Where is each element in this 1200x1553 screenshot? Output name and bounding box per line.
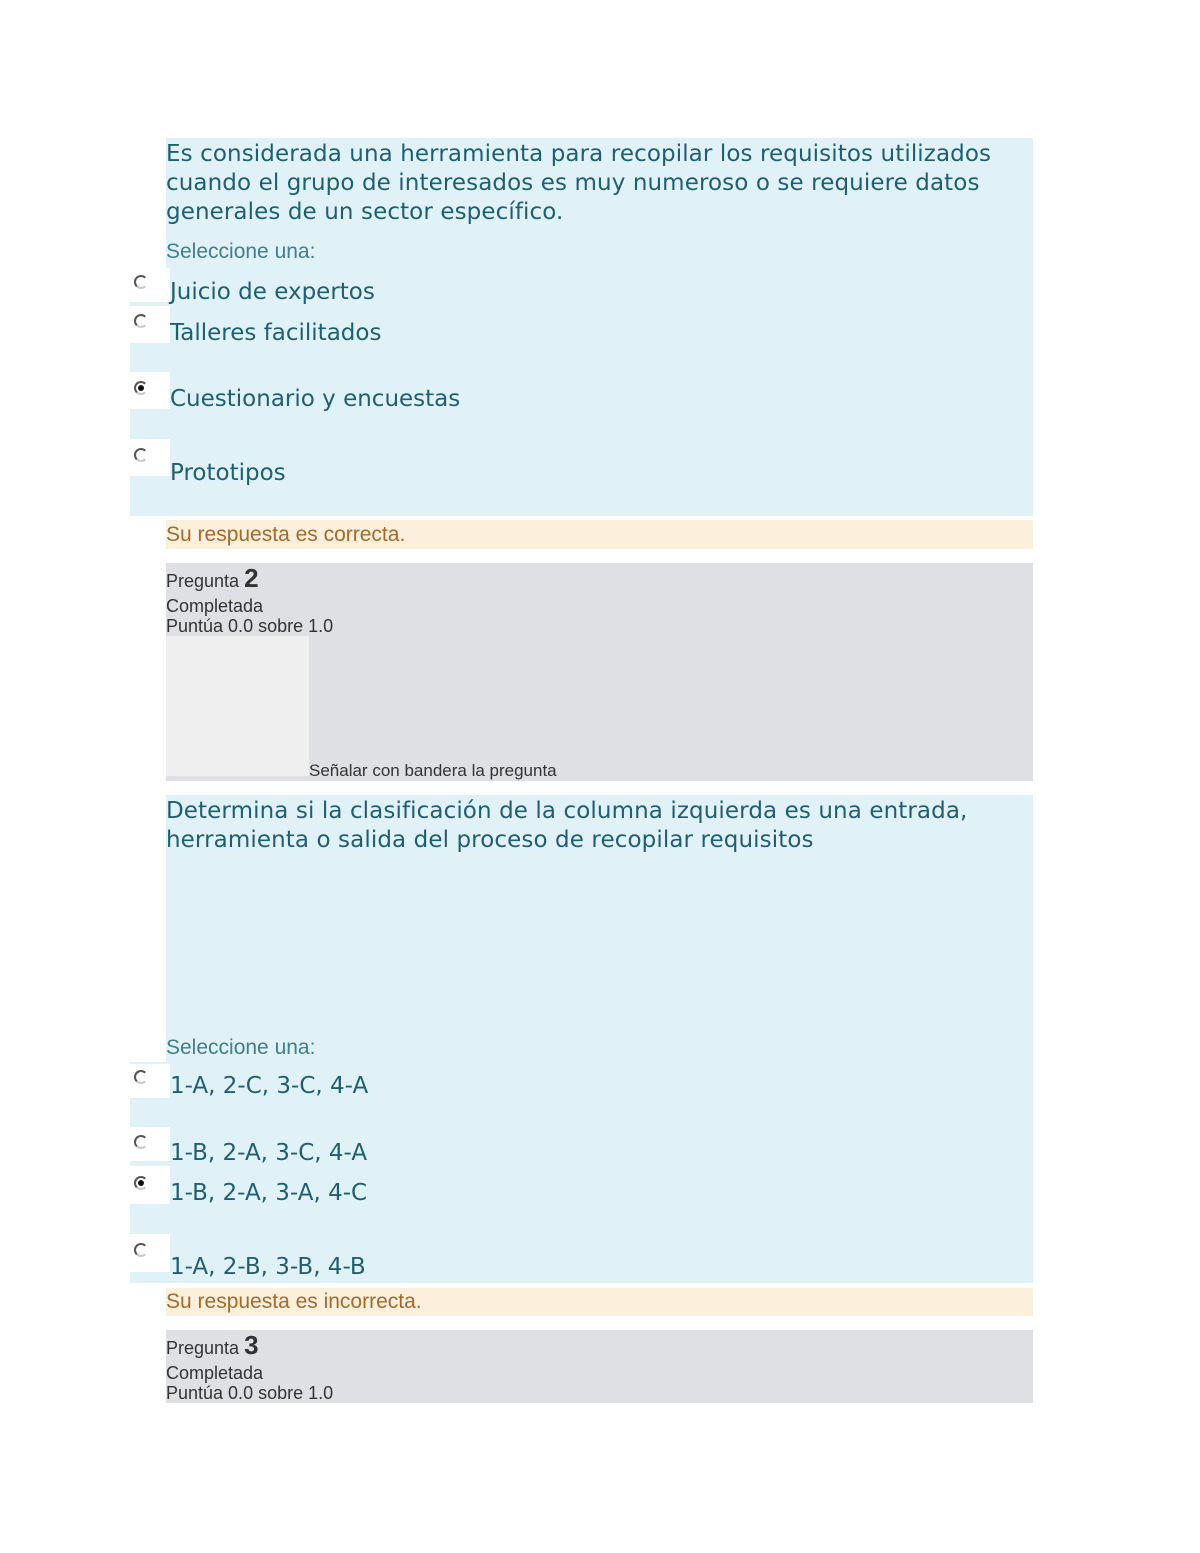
radio-unselected-icon bbox=[134, 448, 148, 462]
question1-option-talleres-radio[interactable] bbox=[134, 314, 150, 330]
question1-prompt: Seleccione una: bbox=[166, 240, 316, 263]
question2-option-1-radio[interactable] bbox=[134, 1070, 150, 1086]
question2-grade: Puntúa 0.0 sobre 1.0 bbox=[166, 616, 334, 636]
question2-option-label[interactable]: 1-A, 2-C, 3-C, 4-A bbox=[170, 1073, 369, 1099]
question2-text: Determina si la clasificación de la columna izquierda es una entrada, herramienta o salida del proceso de recopilar requisitos bbox=[166, 798, 968, 853]
radio-selected-icon bbox=[134, 381, 148, 395]
question2-option-label[interactable]: 1-B, 2-A, 3-C, 4-A bbox=[170, 1140, 368, 1166]
question1-option-cuestionario-radio[interactable] bbox=[134, 381, 150, 397]
question2-option-4-radio[interactable] bbox=[134, 1243, 150, 1259]
question1-option-label[interactable]: Cuestionario y encuestas bbox=[170, 386, 461, 412]
flag-question-link[interactable]: Señalar con bandera la pregunta bbox=[309, 761, 557, 780]
radio-unselected-icon bbox=[134, 1070, 148, 1084]
question1-option-label[interactable]: Juicio de expertos bbox=[170, 279, 375, 305]
question1-option-label[interactable]: Prototipos bbox=[170, 460, 286, 486]
question-label: Pregunta bbox=[166, 571, 240, 591]
question1-text: Es considerada una herramienta para recopilar los requisitos utilizados cuando el grupo de interesados es muy numeroso o se requiere datos generales de un sector específico. bbox=[166, 141, 992, 225]
flag-icon-area[interactable] bbox=[166, 636, 309, 776]
radio-selected-icon bbox=[134, 1176, 148, 1190]
question-label: Pregunta bbox=[166, 1338, 240, 1358]
question2-state: Completada bbox=[166, 596, 264, 616]
radio-unselected-icon bbox=[134, 1135, 148, 1149]
question2-option-label[interactable]: 1-A, 2-B, 3-B, 4-B bbox=[170, 1254, 366, 1280]
question1-option-label[interactable]: Talleres facilitados bbox=[170, 320, 382, 346]
question2-prompt: Seleccione una: bbox=[166, 1036, 316, 1059]
question1-option-juicio-radio[interactable] bbox=[134, 275, 150, 291]
question2-option-3-radio[interactable] bbox=[134, 1176, 150, 1192]
radio-unselected-icon bbox=[134, 314, 148, 328]
question-number: 3 bbox=[244, 1330, 259, 1360]
question-number: 2 bbox=[244, 563, 259, 593]
question2-feedback: Su respuesta es incorrecta. bbox=[166, 1290, 422, 1313]
radio-unselected-icon bbox=[134, 1243, 148, 1257]
question2-option-2-radio[interactable] bbox=[134, 1135, 150, 1151]
question3-state: Completada bbox=[166, 1363, 264, 1383]
radio-unselected-icon bbox=[134, 275, 148, 289]
question3-heading bbox=[166, 1330, 259, 1360]
question1-option-prototipos-radio[interactable] bbox=[134, 448, 150, 464]
question2-heading bbox=[166, 563, 259, 593]
question2-option-label[interactable]: 1-B, 2-A, 3-A, 4-C bbox=[170, 1180, 368, 1206]
question1-feedback: Su respuesta es correcta. bbox=[166, 523, 406, 546]
question3-grade: Puntúa 0.0 sobre 1.0 bbox=[166, 1383, 334, 1403]
